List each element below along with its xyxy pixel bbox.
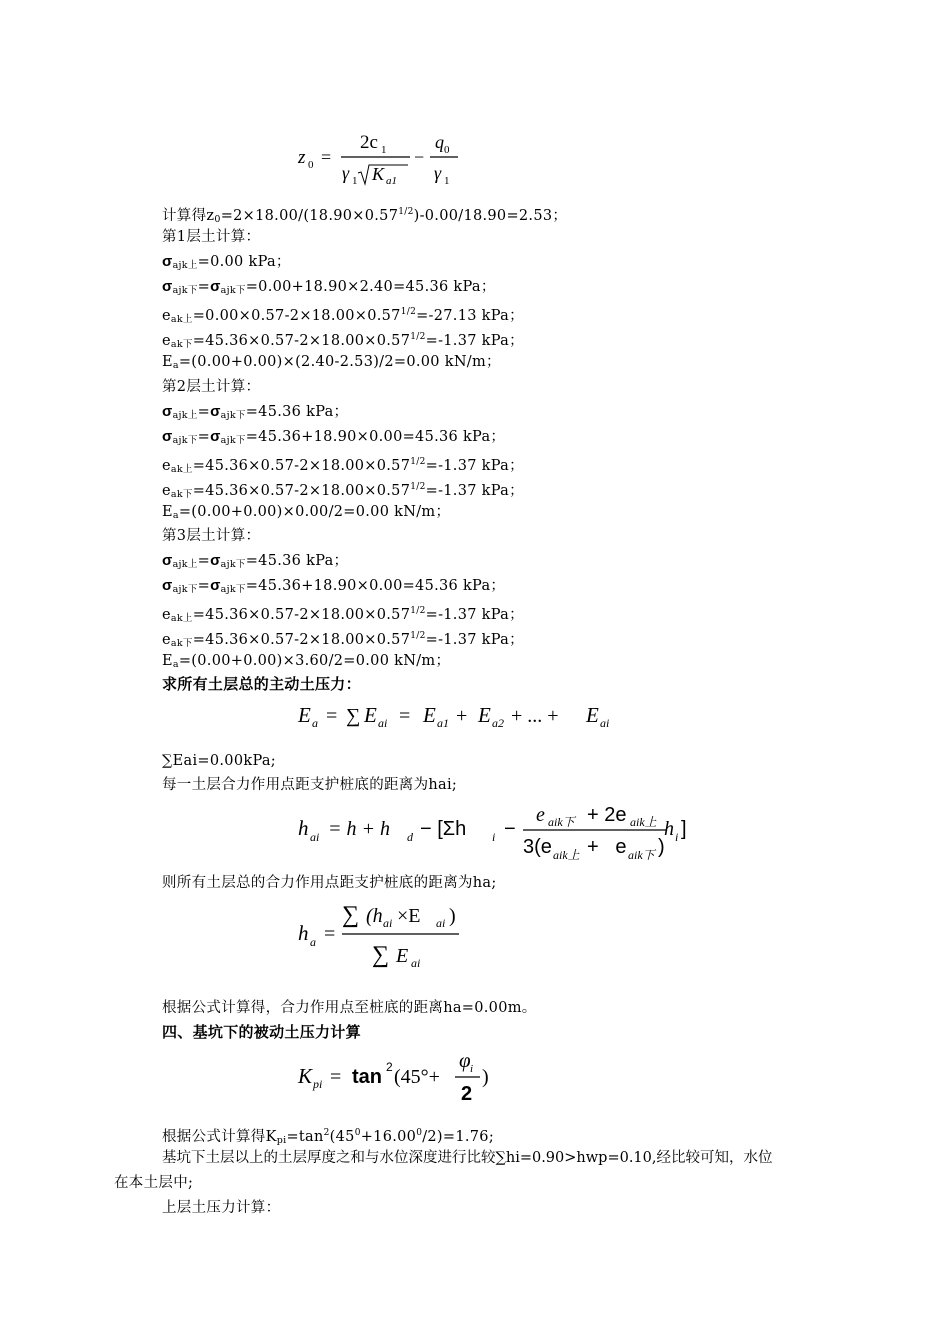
svg-text:ai: ai — [310, 830, 320, 844]
svg-text:ai: ai — [378, 716, 388, 730]
svg-text:1: 1 — [444, 175, 450, 187]
upper-layer-pressure-title: 上层土压力计算： — [162, 1200, 281, 1216]
svg-text:ai: ai — [411, 956, 421, 970]
svg-text:E: E — [396, 945, 409, 967]
svg-text:aik上: aik上 — [553, 848, 580, 862]
water-level-compare-line1: 基坑下土层以上的土层厚度之和与水位深度进行比较∑hi=0.90>hwp=0.10,经比较可知，水位 — [162, 1150, 773, 1166]
hai-description: 每一土层合力作用点距支护桩底的距离为hai; — [162, 777, 458, 793]
svg-text:i: i — [470, 1063, 474, 1075]
svg-text:ai: ai — [383, 916, 393, 930]
svg-text:a2: a2 — [492, 716, 504, 730]
total-active-pressure-heading: 求所有土层总的主动土压力： — [162, 676, 361, 693]
svg-text:tan: tan — [352, 1066, 382, 1088]
svg-text:d: d — [407, 830, 413, 844]
svg-text:1: 1 — [352, 175, 358, 187]
section4-heading: 四、基坑下的被动土压力计算 — [162, 1024, 361, 1041]
svg-text:= h + h: = h + h — [328, 818, 390, 840]
svg-text:3(e: 3(e — [523, 836, 552, 858]
svg-text:ai: ai — [436, 916, 446, 930]
svg-text:γ: γ — [342, 163, 350, 183]
sum-Eai: ∑Eai=0.00kPa; — [162, 753, 276, 769]
svg-text:(45°+: (45°+ — [394, 1066, 440, 1088]
layer1-Ea: $E_a=(0.00+0.00)\times(2.40-2.53)/2=0.00$ kN/m； — [162, 354, 501, 371]
layer1-e-bottom: $e_{ak下}=45.36\times 0.57-2\times 18.00\times 0.57^{1/2}=-1.37$ kPa； — [162, 332, 524, 350]
svg-text:=: = — [321, 147, 332, 167]
svg-text:×E: ×E — [397, 905, 421, 927]
svg-text:pi: pi — [313, 1077, 323, 1091]
svg-text:∑: ∑ — [372, 942, 390, 968]
svg-text:=: = — [324, 923, 336, 945]
svg-text:a1: a1 — [437, 716, 449, 730]
layer3-Ea: $E_a=(0.00+0.00)\times 3.60/2=0.00$ kN/m； — [162, 653, 451, 670]
svg-text:aik上: aik上 — [630, 815, 657, 829]
svg-text:h: h — [298, 921, 309, 945]
svg-text:): ) — [449, 905, 456, 927]
svg-text:i: i — [675, 830, 679, 844]
svg-text:q: q — [435, 132, 444, 152]
svg-text:(h: (h — [366, 905, 383, 927]
svg-text:+: + — [456, 705, 468, 727]
svg-text:E: E — [586, 703, 599, 727]
svg-text:0: 0 — [308, 159, 314, 171]
layer3-e-bottom: $e_{ak下}=45.36\times 0.57-2\times 18.00\times 0.57^{1/2}=-1.37$ kPa； — [162, 631, 524, 649]
svg-text:φ: φ — [459, 1048, 471, 1072]
svg-text:+ e: + e — [587, 836, 627, 858]
layer2-Ea: $E_a=(0.00+0.00)\times 0.00/2=0.00$ kN/m； — [162, 504, 451, 521]
formula-Ea-sum — [296, 698, 626, 734]
svg-text:]: ] — [681, 818, 687, 840]
svg-text:e: e — [536, 804, 545, 826]
svg-text:aik下: aik下 — [548, 815, 575, 829]
svg-text:a1: a1 — [386, 175, 397, 187]
svg-text:E: E — [478, 703, 491, 727]
layer3-title: 第3层土计算： — [162, 528, 261, 544]
layer2-sigma-top: $\sigma_{ajk上}=\sigma_{ajk下}=45.36$ kPa； — [162, 403, 349, 421]
svg-text:−: − — [504, 818, 516, 840]
svg-text:=: = — [326, 705, 338, 727]
svg-text:2c: 2c — [360, 132, 378, 153]
layer2-e-bottom: $e_{ak下}=45.36\times 0.57-2\times 18.00\times 0.57^{1/2}=-1.37$ kPa； — [162, 482, 524, 500]
svg-text:2: 2 — [461, 1083, 473, 1105]
kp-calculation: 根据公式计算得$K_{pi}=\tan^2(45^0+16.00^0/2)=1.76$; — [162, 1128, 495, 1146]
svg-text:− [Σh: − [Σh — [420, 818, 467, 840]
layer1-e-top: $e_{ak上}=0.00\times 0.57-2\times 18.00\times 0.57^{1/2}=-27.13$ kPa； — [162, 307, 524, 325]
svg-text:−: − — [414, 147, 425, 167]
formula-Kp — [296, 1047, 496, 1109]
svg-text:K: K — [298, 1064, 313, 1088]
formula-ha — [296, 898, 476, 970]
svg-text:∑: ∑ — [342, 902, 360, 928]
layer3-e-top: $e_{ak上}=45.36\times 0.57-2\times 18.00\times 0.57^{1/2}=-1.37$ kPa； — [162, 606, 524, 624]
svg-text:a: a — [310, 935, 316, 949]
svg-text:=: = — [399, 705, 411, 727]
water-level-compare-line2: 在本土层中; — [114, 1175, 194, 1191]
svg-text:): ) — [482, 1066, 489, 1088]
layer1-title: 第1层土计算： — [162, 229, 261, 245]
layer2-sigma-bottom: $\sigma_{ajk下}=\sigma_{ajk下}=45.36+18.90\times 0.00=45.36$ kPa； — [162, 428, 506, 446]
z0-lhs: z — [298, 147, 306, 168]
svg-text:+ 2e: + 2e — [587, 804, 627, 826]
layer1-sigma-top: $\sigma_{ajk上}=0.00$ kPa； — [162, 253, 291, 271]
layer2-e-top: $e_{ak上}=45.36\times 0.57-2\times 18.00\times 0.57^{1/2}=-1.37$ kPa； — [162, 457, 524, 475]
svg-text:K: K — [372, 164, 385, 184]
layer1-sigma-bottom: $\sigma_{ajk下}=\sigma_{ajk下}=0.00+18.90\times 2.40=45.36$ kPa； — [162, 278, 496, 296]
svg-text:0: 0 — [444, 144, 450, 156]
svg-text:a: a — [312, 716, 318, 730]
svg-text:∑: ∑ — [346, 705, 361, 727]
layer3-sigma-top: $\sigma_{ajk上}=\sigma_{ajk下}=45.36$ kPa； — [162, 552, 349, 570]
svg-text:E: E — [298, 703, 311, 727]
formula-z0 — [296, 128, 466, 190]
formula-hai — [296, 798, 696, 864]
svg-text:=: = — [330, 1066, 342, 1088]
ha-result: 根据公式计算得，合力作用点至桩底的距离ha=0.00m。 — [162, 1000, 537, 1016]
svg-text:+ ... +: + ... + — [511, 705, 559, 727]
svg-text:aik下: aik下 — [628, 848, 655, 862]
layer3-sigma-bottom: $\sigma_{ajk下}=\sigma_{ajk下}=45.36+18.90\times 0.00=45.36$ kPa； — [162, 577, 506, 595]
svg-text:ai: ai — [600, 716, 610, 730]
svg-text:h: h — [298, 816, 309, 840]
z0-calculation: 计算得$z_0=2\times 18.00/(18.90\times 0.57^{1/2})-0.00/18.90=2.53$； — [162, 207, 568, 225]
svg-text:E: E — [423, 703, 436, 727]
svg-text:): ) — [658, 836, 665, 858]
svg-text:E: E — [364, 703, 377, 727]
layer2-title: 第2层土计算： — [162, 379, 261, 395]
svg-text:γ: γ — [434, 163, 442, 183]
svg-text:1: 1 — [381, 144, 387, 156]
svg-text:2: 2 — [386, 1060, 393, 1074]
ha-description: 则所有土层总的合力作用点距支护桩底的距离为ha; — [162, 875, 497, 891]
svg-text:h: h — [664, 818, 674, 840]
svg-text:i: i — [492, 830, 496, 844]
